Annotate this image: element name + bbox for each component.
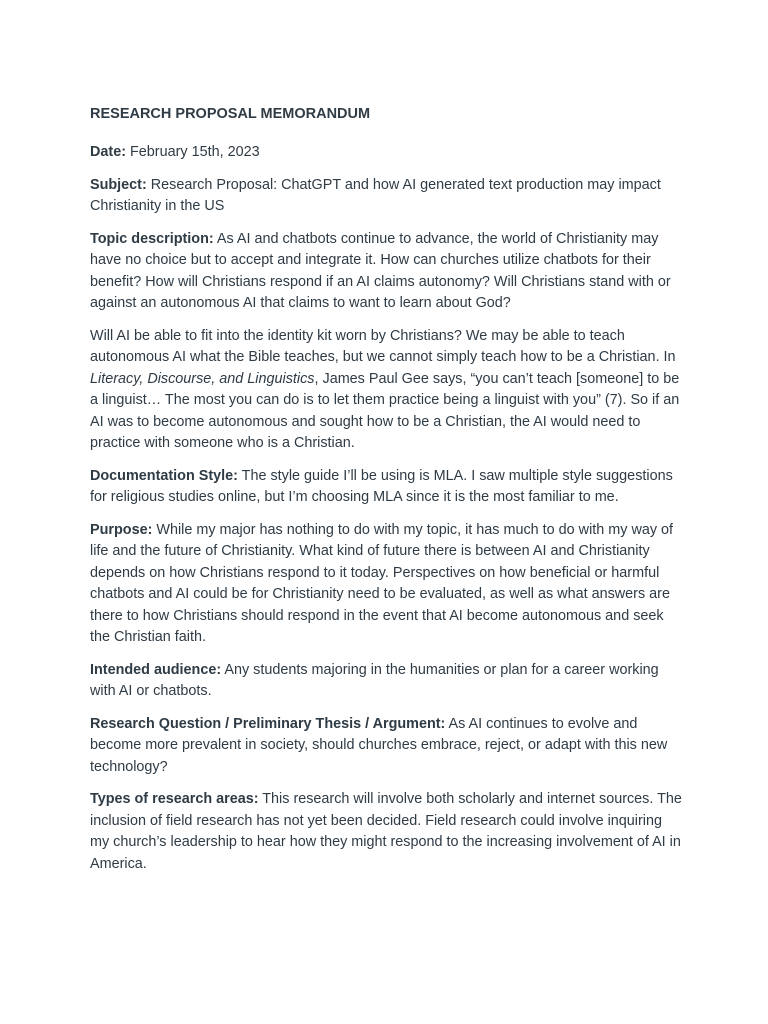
subject-value: Research Proposal: ChatGPT and how AI generated text production may impact Christianity in the US [90, 176, 661, 214]
identity-text-before: Will AI be able to fit into the identity kit worn by Christians? We may be able to teach autonomous AI what the Bible teaches, but we cannot simply teach how to be a Christian. In [90, 327, 676, 365]
purpose-label: Purpose: [90, 521, 153, 538]
date-line [90, 142, 682, 164]
purpose-paragraph [90, 520, 682, 649]
audience-value: Any students majoring in the humanities or plan for a career working with AI or chatbots. [90, 661, 659, 699]
topic-label: Topic description: [90, 230, 214, 247]
book-title: Literacy, Discourse, and Linguistics [90, 370, 315, 387]
documentation-value: The style guide I’ll be using is MLA. I saw multiple style suggestions for religious studies online, but I’m choosing MLA since it is the most familiar to me. [90, 467, 673, 505]
memo-document [90, 104, 682, 886]
identity-paragraph [90, 326, 682, 455]
audience-label: Intended audience: [90, 661, 222, 678]
question-label: Research Question / Preliminary Thesis / Argument: [90, 715, 446, 732]
documentation-paragraph [90, 466, 682, 509]
question-paragraph [90, 714, 682, 779]
date-value: February 15th, 2023 [125, 144, 260, 160]
subject-paragraph [90, 175, 682, 218]
memo-title: RESEARCH PROPOSAL MEMORANDUM [90, 106, 371, 122]
topic-value: As AI and chatbots continue to advance, the world of Christianity may have no choice but to accept and integrate it. How can churches utilize chatbots for their benefit? How will Christians respond if an AI claims autonomy? Will Christians stand with or against an autonomous AI that claims to want to learn about God? [90, 230, 671, 311]
research-areas-value: This research will involve both scholarly and internet sources. The inclusion of field research has not yet been decided. Field research could involve inquiring my church’s leadership to hear how they might respond to the increasing involvement of AI in America. [90, 791, 682, 872]
research-areas-label: Types of research areas: [90, 791, 259, 807]
identity-text-after: , James Paul Gee says, “you can’t teach [someone] to be a linguist… The most you can do is to let them practice being a linguist with you” (7). So if an AI was to become autonomous and sought how to be a Christian, the AI would need to practice with someone who is a Christian. [90, 370, 680, 451]
audience-paragraph [90, 660, 682, 703]
subject-label: Subject: [90, 176, 147, 193]
purpose-value: While my major has nothing to do with my topic, it has much to do with my way of life and the future of Christianity. What kind of future there is between AI and Christianity depends on how Christians respond to it today. Perspectives on how beneficial or harmful chatbots and AI could be for Christianity need to be evaluated, as well as what answers are there to how Christians should respond in the event that AI become autonomous and seek the Christian faith. [90, 521, 674, 645]
research-areas-paragraph [90, 789, 682, 875]
question-value: As AI continues to evolve and become more prevalent in society, should churches embrace, reject, or adapt with this new technology? [90, 715, 668, 775]
documentation-label: Documentation Style: [90, 467, 238, 484]
topic-paragraph [90, 229, 682, 315]
date-label: Date: [90, 144, 126, 160]
